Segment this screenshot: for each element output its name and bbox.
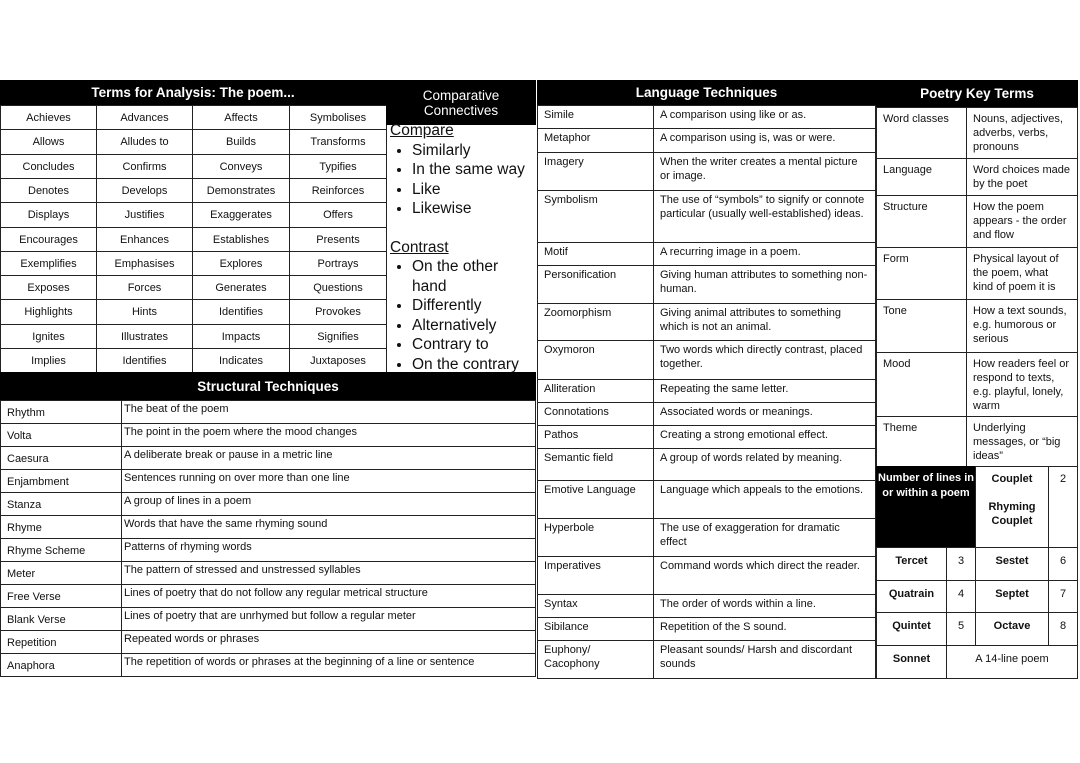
key-term-definition: Nouns, adjectives, adverbs, verbs, pronouns [966, 107, 1078, 159]
term-cell: Alludes to [96, 129, 193, 155]
term-cell: Implies [0, 348, 97, 373]
term-cell: Denotes [0, 178, 97, 203]
language-definition: A comparison using like or as. [653, 105, 876, 129]
language-term: Emotive Language [537, 480, 654, 519]
connective-item: • On the other hand [412, 257, 536, 296]
form-name: Sestet [975, 547, 1049, 581]
term-cell: Highlights [0, 299, 97, 325]
structural-term: Volta [0, 423, 122, 447]
language-term: Hyperbole [537, 518, 654, 557]
structural-term: Anaphora [0, 653, 122, 677]
term-cell: Advances [96, 105, 193, 130]
term-cell: Demonstrates [192, 178, 290, 203]
structural-definition: Lines of poetry that are unrhymed but follow a regular meter [121, 607, 536, 631]
form-name: Quatrain [876, 580, 947, 613]
language-definition: When the writer creates a mental picture or image. [653, 152, 876, 191]
br [982, 486, 1042, 500]
key-term: Structure [876, 195, 967, 248]
language-definition: Repetition of the S sound. [653, 617, 876, 641]
term-cell: Encourages [0, 227, 97, 252]
structural-term: Meter [0, 561, 122, 585]
term-cell: Reinforces [289, 178, 387, 203]
connective-item: • Differently [412, 296, 536, 316]
structural-term: Rhythm [0, 400, 122, 424]
structural-definition: The repetition of words or phrases at the beginning of a line or sentence [121, 653, 536, 677]
term-cell: Explores [192, 251, 290, 276]
sonnet: Sonnet [876, 645, 947, 679]
term-cell: Builds [192, 129, 290, 155]
language-definition: Language which appeals to the emotions. [653, 480, 876, 519]
connective-item: • On the contrary [412, 355, 536, 375]
term-cell: Emphasises [96, 251, 193, 276]
term-cell: Portrays [289, 251, 387, 276]
term-cell: Provokes [289, 299, 387, 325]
couplet-count: 2 [1048, 466, 1078, 548]
form-lines: 4 [946, 580, 976, 613]
language-definition: A group of words related by meaning. [653, 448, 876, 481]
language-definition: The order of words within a line. [653, 594, 876, 618]
key-terms-header: Poetry Key Terms [876, 80, 1078, 107]
language-definition: A comparison using is, was or were. [653, 128, 876, 153]
connective-item: • In the same way [412, 160, 536, 180]
connective-item: • Contrary to [412, 335, 536, 355]
key-term: Theme [876, 416, 967, 467]
connective-item: • Likewise [412, 199, 536, 219]
couplet-cell [975, 466, 1049, 548]
key-term-definition: How a text sounds, e.g. humorous or serious [966, 299, 1078, 353]
structural-term: Rhyme Scheme [0, 538, 122, 562]
term-cell: Conveys [192, 154, 290, 179]
structural-definition: A group of lines in a poem [121, 492, 536, 516]
term-cell: Exemplifies [0, 251, 97, 276]
form-lines: 7 [1048, 580, 1078, 613]
term-cell: Generates [192, 275, 290, 300]
language-term: Sibilance [537, 617, 654, 641]
language-term: Pathos [537, 425, 654, 449]
structural-term: Stanza [0, 492, 122, 516]
structural-definition: The pattern of stressed and unstressed syllables [121, 561, 536, 585]
term-cell: Impacts [192, 324, 290, 349]
term-cell: Illustrates [96, 324, 193, 349]
term-cell: Justifies [96, 202, 193, 228]
language-term: Alliteration [537, 379, 654, 403]
structural-definition: A deliberate break or pause in a metric line [121, 446, 536, 470]
structural-definition: The beat of the poem [121, 400, 536, 424]
structural-term: Caesura [0, 446, 122, 470]
language-term: Simile [537, 105, 654, 129]
structural-term: Repetition [0, 630, 122, 654]
language-term: Semantic field [537, 448, 654, 481]
language-definition: Creating a strong emotional effect. [653, 425, 876, 449]
terms-header: Terms for Analysis: The poem... [0, 80, 386, 105]
structural-term: Blank Verse [0, 607, 122, 631]
form-lines: 3 [946, 547, 976, 581]
language-term: Syntax [537, 594, 654, 618]
term-cell: Affects [192, 105, 290, 130]
structural-definition: Words that have the same rhyming sound [121, 515, 536, 539]
language-term: Zoomorphism [537, 303, 654, 341]
structural-definition: Sentences running on over more than one line [121, 469, 536, 493]
language-term: Symbolism [537, 190, 654, 243]
term-cell: Presents [289, 227, 387, 252]
structural-term: Rhyme [0, 515, 122, 539]
term-cell: Offers [289, 202, 387, 228]
term-cell: Indicates [192, 348, 290, 373]
contrast-label: Contrast [390, 238, 449, 256]
language-term: Connotations [537, 402, 654, 426]
connectives-header: Comparative Connectives [386, 80, 536, 125]
language-definition: Pleasant sounds/ Harsh and discordant sounds [653, 640, 876, 679]
language-definition: Giving human attributes to something non-human. [653, 265, 876, 304]
key-term: Word classes [876, 107, 967, 159]
term-cell: Typifies [289, 154, 387, 179]
term-cell: Develops [96, 178, 193, 203]
connective-item: • Like [412, 180, 536, 200]
form-name: Octave [975, 612, 1049, 646]
spacer [390, 219, 536, 238]
key-term-definition: How the poem appears - the order and flow [966, 195, 1078, 248]
compare-list [390, 141, 536, 219]
structural-term: Enjambment [0, 469, 122, 493]
term-cell: Juxtaposes [289, 348, 387, 373]
form-lines: 8 [1048, 612, 1078, 646]
structural-term: Free Verse [0, 584, 122, 608]
language-term: Personification [537, 265, 654, 304]
contrast-list [390, 257, 536, 374]
language-definition: Associated words or meanings. [653, 402, 876, 426]
language-term: Euphony/ Cacophony [537, 640, 654, 679]
term-cell: Achieves [0, 105, 97, 130]
term-cell: Forces [96, 275, 193, 300]
term-cell: Questions [289, 275, 387, 300]
term-cell: Identifies [192, 299, 290, 325]
term-cell: Transforms [289, 129, 387, 155]
couplet: Couplet [991, 473, 1033, 485]
term-cell: Symbolises [289, 105, 387, 130]
language-definition: Repeating the same letter. [653, 379, 876, 403]
structural-definition: Lines of poetry that do not follow any regular metrical structure [121, 584, 536, 608]
term-cell: Establishes [192, 227, 290, 252]
form-lines: 6 [1048, 547, 1078, 581]
language-definition: The use of exaggeration for dramatic effect [653, 518, 876, 557]
language-definition: The use of “symbols” to signify or connote particular (usually well-established) ideas. [653, 190, 876, 243]
term-cell: Displays [0, 202, 97, 228]
structural-definition: Patterns of rhyming words [121, 538, 536, 562]
sonnet-description: A 14-line poem [946, 645, 1078, 679]
language-term: Motif [537, 242, 654, 266]
language-header: Language Techniques [537, 80, 876, 105]
term-cell: Ignites [0, 324, 97, 349]
structural-header: Structural Techniques [0, 372, 536, 400]
form-lines: 5 [946, 612, 976, 646]
form-name: Quintet [876, 612, 947, 646]
key-term-definition: How readers feel or respond to texts, e.g. playful, lonely, warm [966, 352, 1078, 417]
language-definition: Giving animal attributes to something which is not an animal. [653, 303, 876, 341]
compare-label: Compare [390, 122, 454, 139]
language-definition: Command words which direct the reader. [653, 556, 876, 595]
term-cell: Identifies [96, 348, 193, 373]
key-term-definition: Physical layout of the poem, what kind of poem it is [966, 247, 1078, 300]
term-cell: Hints [96, 299, 193, 325]
connective-item: • Alternatively [412, 316, 536, 336]
rhyming-couplet: Rhyming Couplet [988, 501, 1036, 527]
connectives-list [390, 121, 536, 373]
language-term: Imagery [537, 152, 654, 191]
term-cell: Signifies [289, 324, 387, 349]
key-term: Language [876, 158, 967, 196]
term-cell: Allows [0, 129, 97, 155]
key-term: Tone [876, 299, 967, 353]
language-term: Metaphor [537, 128, 654, 153]
lines-label: Number of lines in or within a poem [876, 466, 976, 548]
form-name: Tercet [876, 547, 947, 581]
language-term: Imperatives [537, 556, 654, 595]
term-cell: Exposes [0, 275, 97, 300]
term-cell: Enhances [96, 227, 193, 252]
language-term: Oxymoron [537, 340, 654, 380]
term-cell: Exaggerates [192, 202, 290, 228]
key-term-definition: Word choices made by the poet [966, 158, 1078, 196]
structural-definition: Repeated words or phrases [121, 630, 536, 654]
connective-item: • Similarly [412, 141, 536, 161]
structural-definition: The point in the poem where the mood changes [121, 423, 536, 447]
key-term-definition: Underlying messages, or “big ideas” [966, 416, 1078, 467]
language-definition: Two words which directly contrast, placed together. [653, 340, 876, 380]
key-term: Form [876, 247, 967, 300]
term-cell: Confirms [96, 154, 193, 179]
term-cell: Concludes [0, 154, 97, 179]
language-definition: A recurring image in a poem. [653, 242, 876, 266]
key-term: Mood [876, 352, 967, 417]
form-name: Septet [975, 580, 1049, 613]
